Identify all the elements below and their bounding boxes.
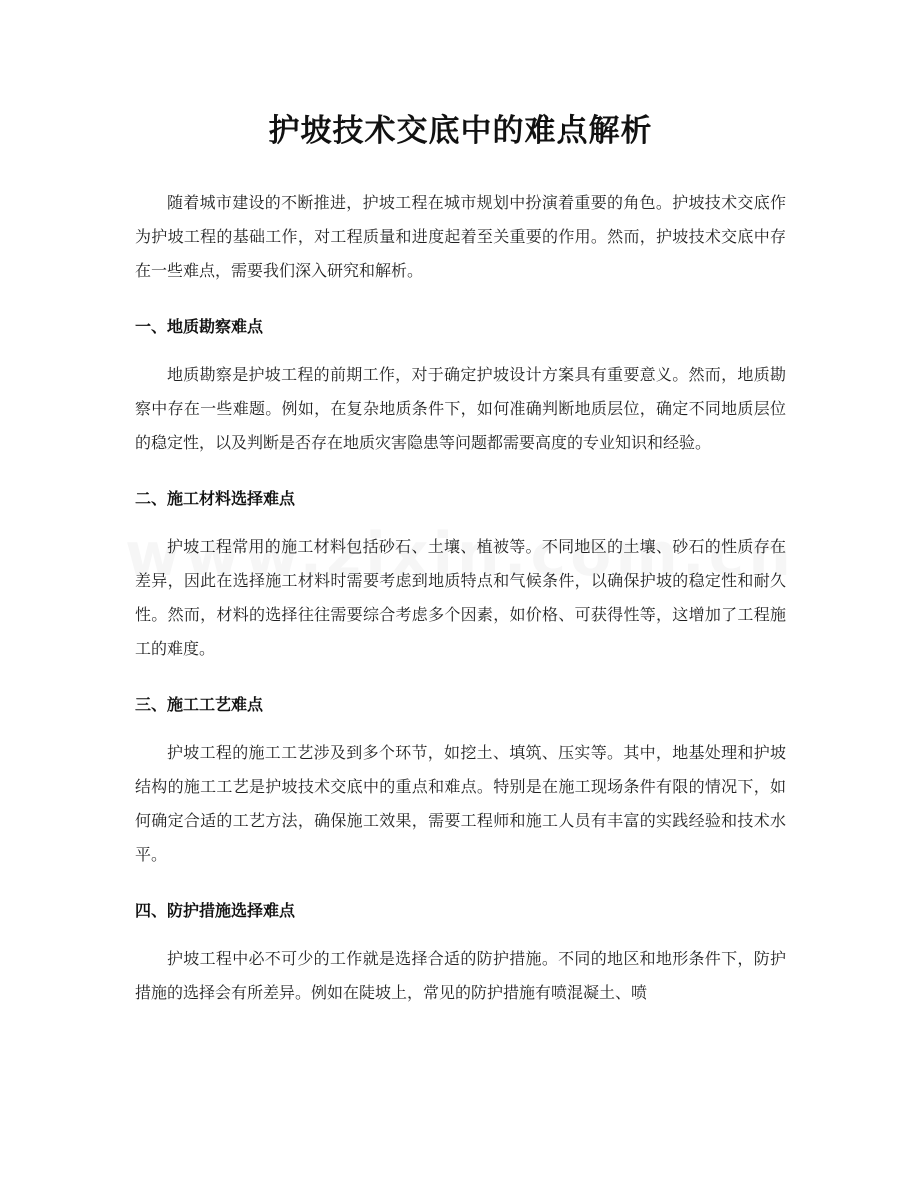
section-paragraph: 护坡工程常用的施工材料包括砂石、土壤、植被等。不同地区的土壤、砂石的性质存在差异，因此在选择施工材料时需要考虑到地质特点和气候条件，以确保护坡的稳定性和耐久性。然而，材料的选择往往需要综合考虑多个因素，如价格、可获得性等，这增加了工程施工的难度。: [135, 537, 786, 658]
section-geology: [135, 314, 786, 460]
section-protection: [135, 898, 786, 1010]
section-materials: [135, 486, 786, 666]
document-title: 护坡技术交底中的难点解析: [268, 113, 653, 149]
section-heading: 一、地质勘察难点: [135, 317, 264, 336]
section-heading: 四、防护措施选择难点: [135, 901, 296, 920]
section-paragraph: 护坡工程中必不可少的工作就是选择合适的防护措施。不同的地区和地形条件下，防护措施的选择会有所差异。例如在陡坡上，常见的防护措施有喷混凝土、喷: [135, 949, 786, 1002]
section-paragraph: 地质勘察是护坡工程的前期工作，对于确定护坡设计方案具有重要意义。然而，地质勘察中存在一些难题。例如，在复杂地质条件下，如何准确判断地质层位，确定不同地质层位的稳定性，以及判断是否存在地质灾害隐患等问题都需要高度的专业知识和经验。: [135, 365, 786, 452]
section-heading: 二、施工材料选择难点: [135, 489, 296, 508]
section-heading: 三、施工工艺难点: [135, 695, 264, 714]
section-process: [135, 692, 786, 872]
intro-paragraph: 随着城市建设的不断推进，护坡工程在城市规划中扮演着重要的角色。护坡技术交底作为护坡工程的基础工作，对工程质量和进度起着至关重要的作用。然而，护坡技术交底中存在一些难点，需要我们深入研究和解析。: [135, 193, 786, 280]
section-paragraph: 护坡工程的施工工艺涉及到多个环节，如挖土、填筑、压实等。其中，地基处理和护坡结构的施工工艺是护坡技术交底中的重点和难点。特别是在施工现场条件有限的情况下，如何确定合适的工艺方法，确保施工效果，需要工程师和施工人员有丰富的实践经验和技术水平。: [135, 743, 786, 864]
